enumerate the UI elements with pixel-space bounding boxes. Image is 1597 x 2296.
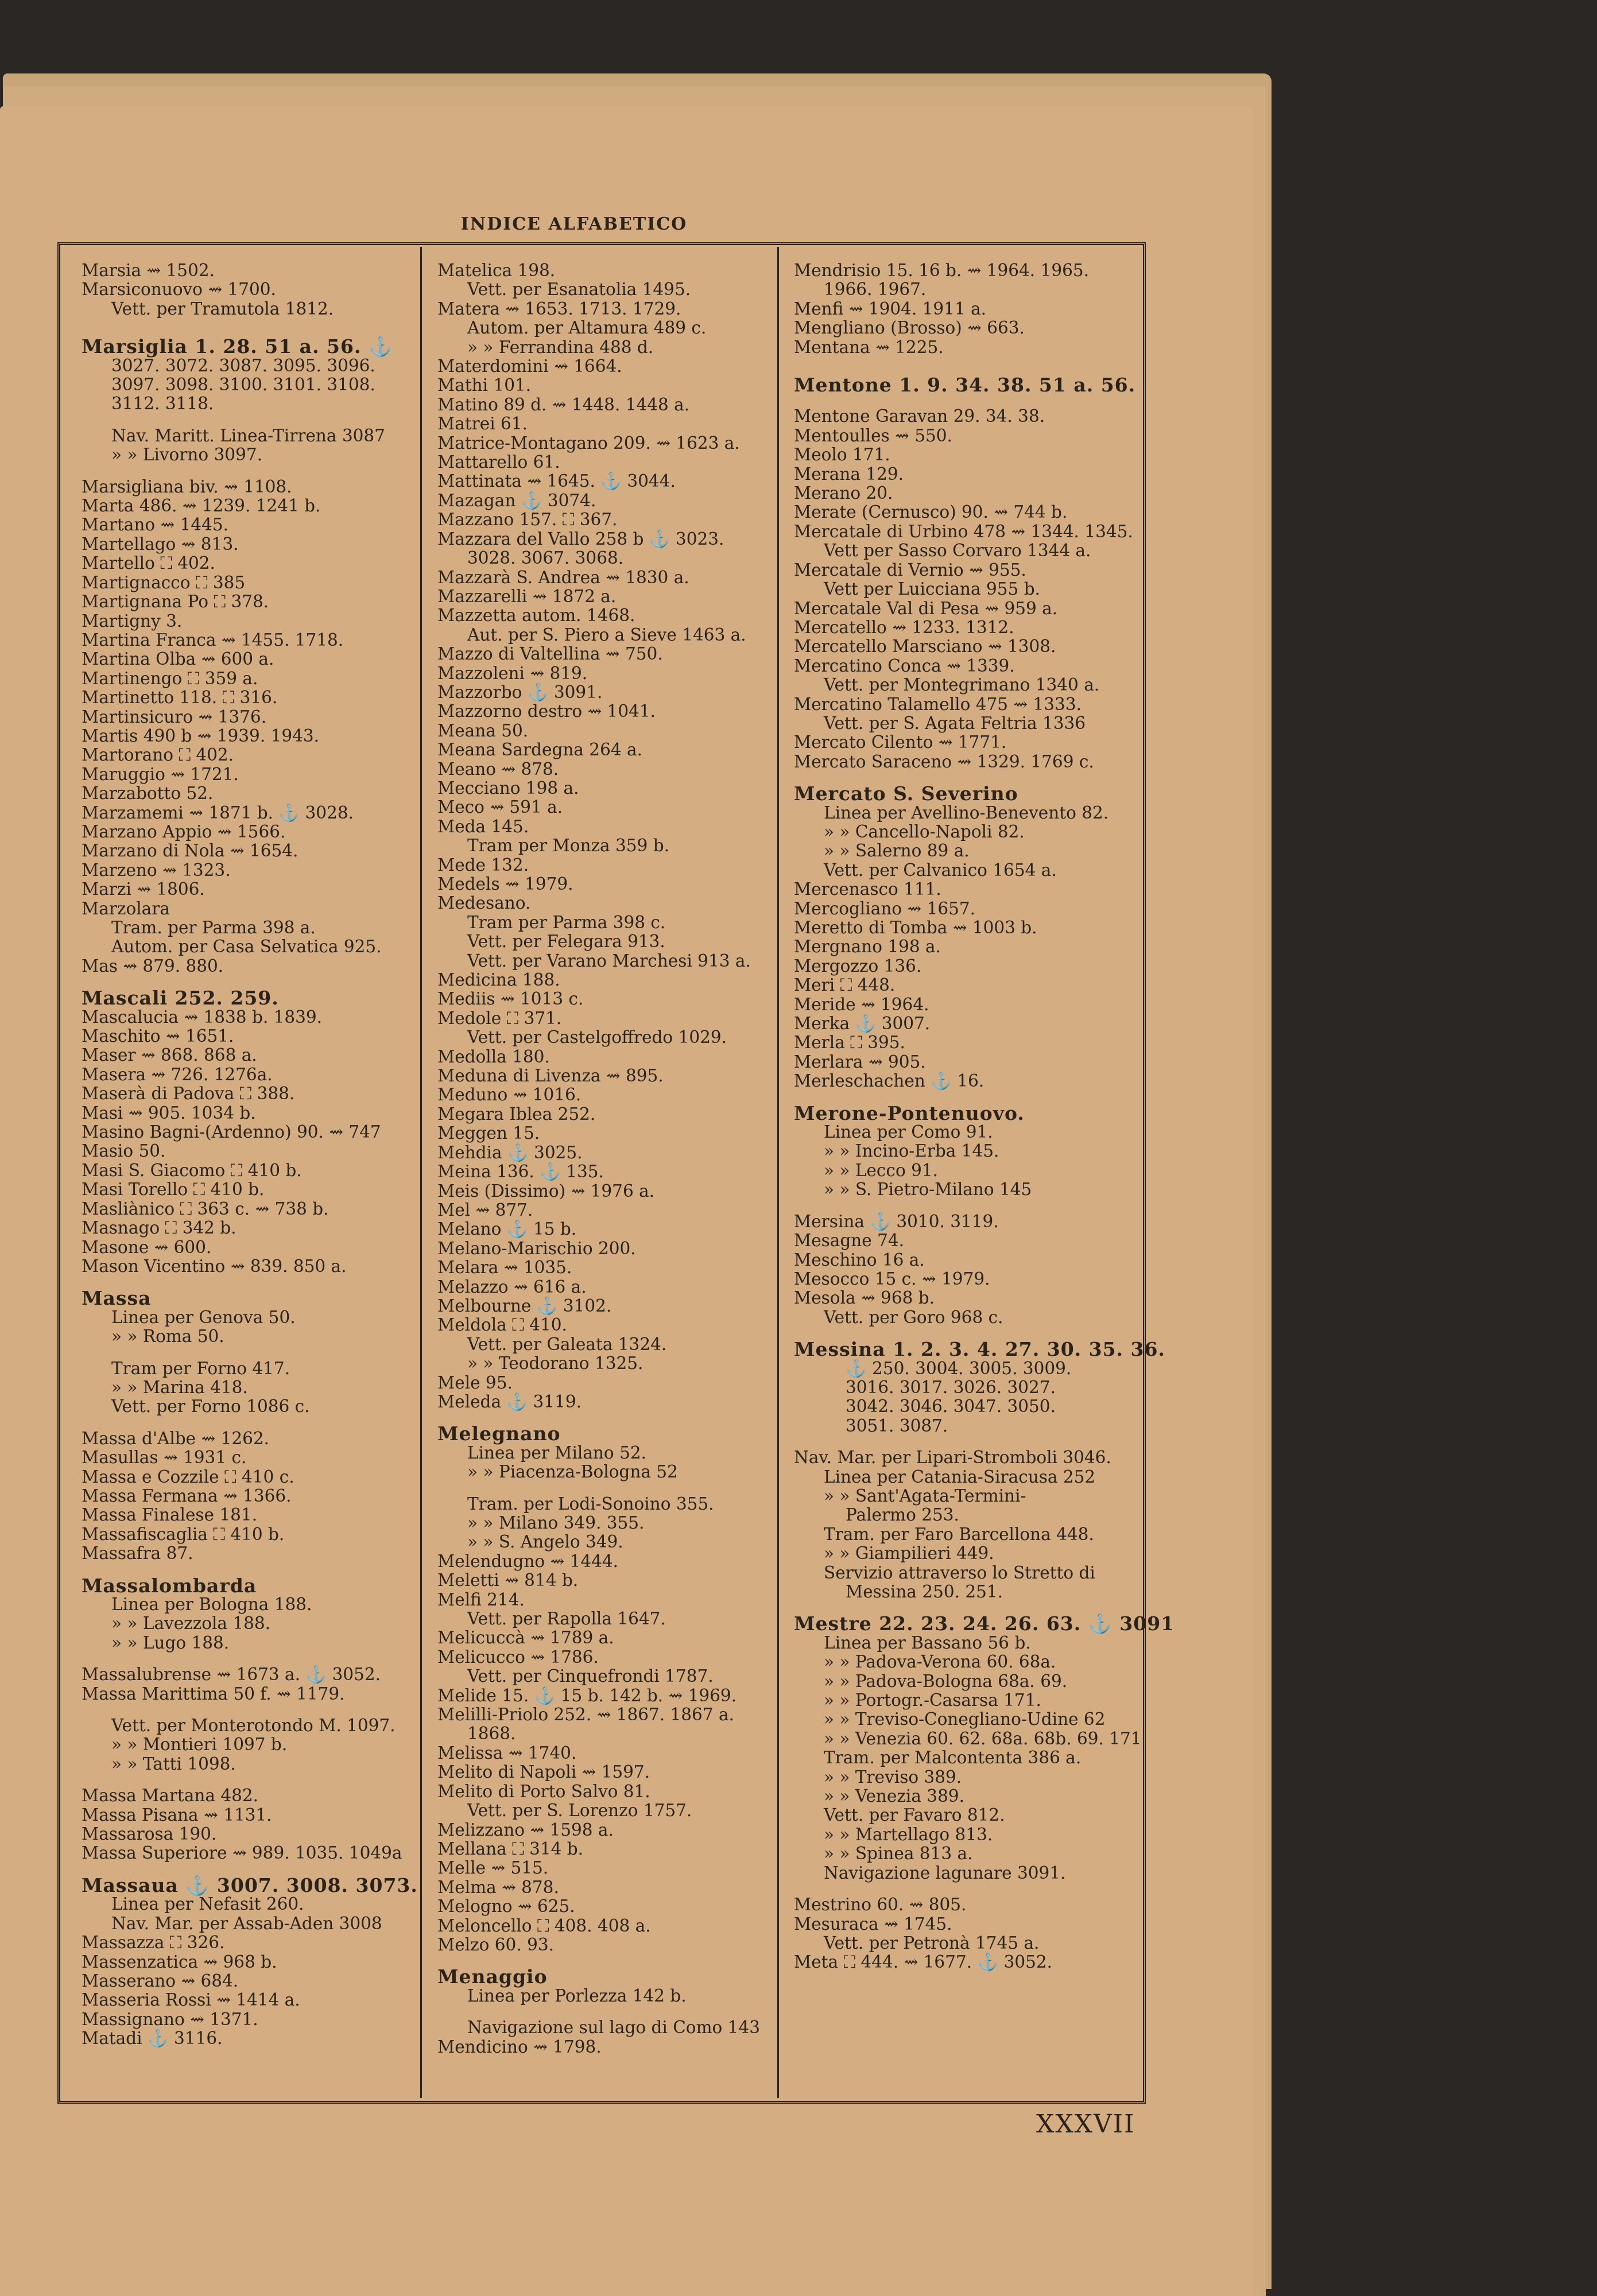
index-entry: Vett. per Cinquefrondi 1787.	[467, 1666, 714, 1686]
entry-spacer	[82, 319, 412, 331]
index-entry: Martinengo ⛶ 359 a.	[82, 668, 258, 688]
index-entry: Matadi ⚓ 3116.	[82, 2029, 223, 2049]
index-heading: Mercato S. Severino	[794, 782, 1018, 805]
index-entry: Martinsicuro ⇝ 1376.	[82, 707, 267, 727]
index-entry: » » Padova-Verona 60. 68a.	[824, 1652, 1056, 1672]
index-entry: Vett. per Forno 1086 c.	[111, 1397, 310, 1417]
page-header: INDICE ALFABETICO	[460, 214, 688, 234]
index-entry: Nav. Maritt. Linea-Tirrena 3087	[111, 425, 385, 445]
index-entry: Marzabotto 52.	[82, 784, 214, 804]
index-entry: Masseria Rossi ⇝ 1414 a.	[82, 1990, 300, 2010]
index-entry: Martina Franca ⇝ 1455. 1718.	[82, 630, 344, 650]
index-entry: Massenzatica ⇝ 968 b.	[82, 1952, 277, 1972]
index-entry: Tram. per Lodi-Sonoino 355.	[467, 1494, 714, 1514]
index-entry: Vett. per Calvanico 1654 a.	[824, 860, 1057, 880]
index-entry: » » Portogr.-Casarsa 171.	[824, 1690, 1041, 1711]
index-entry: Melano ⚓ 15 b.	[437, 1219, 577, 1239]
entry-spacer	[82, 465, 412, 478]
index-entry: Meschino 16 a.	[794, 1250, 925, 1270]
index-entry: Merleschachen ⚓ 16.	[794, 1071, 984, 1091]
index-entry: Meleda ⚓ 3119.	[437, 1391, 582, 1411]
index-entry: Martigny 3.	[82, 611, 183, 631]
index-heading: Merone-Pontenuovo.	[794, 1102, 1025, 1124]
column-rule	[420, 247, 422, 2098]
index-entry: Mascalucia ⇝ 1838 b. 1839.	[82, 1007, 323, 1027]
index-entry: Massa Martana 482.	[82, 1786, 259, 1806]
index-entry: Martis 490 b ⇝ 1939. 1943.	[82, 726, 320, 746]
index-entry: Mazzoleni ⇝ 819.	[437, 663, 588, 683]
index-entry: Massa d'Albe ⇝ 1262.	[82, 1428, 270, 1448]
index-entry: Melano-Marischio 200.	[437, 1238, 636, 1258]
index-entry: » » Montieri 1097 b.	[111, 1735, 288, 1755]
index-entry: Mercenasco 111.	[794, 879, 941, 899]
index-entry: 3028. 3067. 3068.	[467, 548, 624, 568]
index-entry: Meis (Dissimo) ⇝ 1976 a.	[437, 1181, 655, 1201]
index-entry: Melendugno ⇝ 1444.	[437, 1551, 619, 1571]
index-entry: Melzo 60. 93.	[437, 1934, 554, 1954]
index-entry: Maserà di Padova ⛶ 388.	[82, 1084, 295, 1104]
index-entry: Merla ⛶ 395.	[794, 1033, 905, 1053]
index-entry: Martano ⇝ 1445.	[82, 515, 229, 535]
index-entry: » » Salerno 89 a.	[824, 841, 970, 861]
index-entry: Vett per Luicciana 955 b.	[824, 579, 1040, 599]
index-entry: Megara Iblea 252.	[437, 1104, 596, 1124]
index-entry: Masio 50.	[82, 1141, 166, 1161]
index-entry: Autom. per Casa Selvatica 925.	[111, 937, 382, 957]
index-entry: Meride ⇝ 1964.	[794, 994, 929, 1014]
entry-spacer	[794, 357, 1127, 370]
index-entry: Meduna di Livenza ⇝ 895.	[437, 1066, 664, 1086]
index-entry: Massazza ⛶ 326.	[82, 1933, 225, 1953]
column-rule	[777, 247, 779, 2098]
index-entry: Maschito ⇝ 1651.	[82, 1026, 234, 1046]
index-entry: Vett. per S. Agata Feltria 1336	[824, 713, 1086, 733]
index-entry: Mediis ⇝ 1013 c.	[437, 989, 584, 1009]
index-entry: Vett. per Galeata 1324.	[467, 1334, 667, 1354]
index-entry: Medicina 188.	[437, 970, 560, 990]
index-entry: Vett. per Esanatolia 1495.	[467, 280, 691, 300]
index-entry: Navigazione lagunare 3091.	[824, 1863, 1066, 1883]
index-entry: Masi Torello ⛶ 410 b.	[82, 1180, 265, 1200]
index-entry: ⚓ 250. 3004. 3005. 3009.	[846, 1358, 1072, 1378]
index-entry: Merano 20.	[794, 483, 893, 503]
index-entry: Melbourne ⚓ 3102.	[437, 1296, 612, 1316]
index-entry: Meletti ⇝ 814 b.	[437, 1570, 579, 1591]
index-entry: Massa e Cozzile ⛶ 410 c.	[82, 1467, 294, 1487]
index-entry: Linea per Milano 52.	[467, 1442, 646, 1463]
index-entry: Nav. Mar. per Assab-Aden 3008	[111, 1913, 382, 1933]
index-entry: Masserano ⇝ 684.	[82, 1971, 239, 1991]
index-entry: Mas ⇝ 879. 880.	[82, 956, 224, 976]
index-entry: Mercato Saraceno ⇝ 1329. 1769 c.	[794, 751, 1094, 771]
index-column-2	[437, 261, 765, 2069]
index-column-1	[82, 261, 418, 2069]
index-heading: Mestre 22. 23. 24. 26. 63. ⚓ 3091	[794, 1612, 1175, 1635]
index-entry: Vett. per Montegrimano 1340 a.	[824, 675, 1100, 695]
index-entry: Mele 95.	[437, 1372, 513, 1393]
index-entry: Medolla 180.	[437, 1046, 550, 1066]
index-entry: Linea per Porlezza 142 b.	[467, 1985, 687, 2006]
index-entry: Matino 89 d. ⇝ 1448. 1448 a.	[437, 394, 690, 414]
index-entry: Melma ⇝ 878.	[437, 1877, 559, 1897]
index-entry: Mesola ⇝ 968 b.	[794, 1288, 935, 1308]
index-entry: Mazzarelli ⇝ 1872 a.	[437, 586, 617, 606]
index-entry: Martinetto 118. ⛶ 316.	[82, 688, 278, 708]
entry-spacer	[82, 414, 412, 426]
index-entry: Linea per Bologna 188.	[111, 1595, 312, 1614]
index-entry: Masliànico ⛶ 363 c. ⇝ 738 b.	[82, 1199, 329, 1219]
index-heading: Mascali 252. 259.	[82, 987, 279, 1010]
index-entry: Materdomini ⇝ 1664.	[437, 356, 622, 377]
index-entry: Linea per Genova 50.	[111, 1307, 296, 1327]
index-entry: Marzolara	[82, 898, 170, 918]
index-entry: » » Roma 50.	[111, 1327, 224, 1347]
index-entry: Marzano Appio ⇝ 1566.	[82, 821, 286, 841]
index-heading: Mentone 1. 9. 34. 38. 51 a. 56.	[794, 374, 1136, 397]
index-entry: Navigazione sul lago di Como 143	[467, 2018, 760, 2038]
index-entry: Menfi ⇝ 1904. 1911 a.	[794, 298, 987, 319]
index-entry: Linea per Avellino-Benevento 82.	[824, 802, 1109, 823]
index-entry: Marsia ⇝ 1502.	[82, 261, 215, 280]
index-entry: » » Incino-Erba 145.	[824, 1141, 999, 1161]
index-entry: Masino Bagni-(Ardenno) 90. ⇝ 747	[82, 1122, 381, 1142]
index-entry: Mentone Garavan 29. 34. 38.	[794, 406, 1045, 426]
index-heading: Messina 1. 2. 3. 4. 27. 30. 35. 36.	[794, 1338, 1165, 1361]
index-entry: Matelica 198.	[437, 261, 556, 280]
index-entry: Melfi 214.	[437, 1589, 525, 1609]
index-entry: » » Marina 418.	[111, 1377, 248, 1397]
index-entry: Melazzo ⇝ 616 a.	[437, 1277, 587, 1297]
index-entry: 3051. 3087.	[846, 1415, 948, 1436]
index-entry: Marzeno ⇝ 1323.	[82, 860, 231, 880]
index-entry: Mehdia ⚓ 3025.	[437, 1142, 583, 1162]
index-entry: 3097. 3098. 3100. 3101. 3108.	[111, 375, 375, 395]
index-entry: » » Sant'Agata-Termini-	[824, 1486, 1026, 1506]
index-entry: Tram. per Parma 398 a.	[111, 918, 316, 937]
index-entry: Merana 129.	[794, 464, 904, 484]
index-entry: Tram per Parma 398 c.	[467, 912, 666, 932]
index-entry: » » Padova-Bologna 68a. 69.	[824, 1671, 1068, 1691]
index-entry: Masi S. Giacomo ⛶ 410 b.	[82, 1160, 302, 1180]
index-entry: Medole ⛶ 371.	[437, 1008, 562, 1028]
index-entry: Masera ⇝ 726. 1276a.	[82, 1064, 273, 1084]
index-entry: » » Venezia 389.	[824, 1786, 964, 1806]
index-entry: Meana Sardegna 264 a.	[437, 740, 642, 760]
index-entry: Vett per Sasso Corvaro 1344 a.	[824, 541, 1091, 561]
index-entry: Tram per Forno 417.	[111, 1358, 290, 1378]
index-entry: Mergnano 198 a.	[794, 937, 941, 957]
index-entry: Martello ⛶ 402.	[82, 553, 215, 573]
index-entry: Massa Finalese 181.	[82, 1505, 258, 1525]
index-entry: Merka ⚓ 3007.	[794, 1014, 931, 1034]
index-entry: Mazagan ⚓ 3074.	[437, 490, 596, 510]
index-entry: Vett. per S. Lorenzo 1757.	[467, 1801, 692, 1821]
index-entry: 3112. 3118.	[111, 394, 214, 414]
index-entry: Meano ⇝ 878.	[437, 759, 559, 779]
index-entry: Melle ⇝ 515.	[437, 1858, 549, 1878]
index-entry: Meana 50.	[437, 720, 529, 740]
index-entry: Linea per Nefasit 260.	[111, 1894, 304, 1914]
entry-spacer	[794, 1200, 1127, 1212]
index-entry: Meduno ⇝ 1016.	[437, 1085, 582, 1105]
index-entry: » » Piacenza-Bologna 52	[467, 1462, 678, 1482]
entry-spacer	[82, 1774, 412, 1786]
index-entry: Melizzano ⇝ 1598 a.	[437, 1820, 614, 1840]
index-entry: Mergozzo 136.	[794, 956, 922, 976]
index-entry: Nav. Mar. per Lipari-Stromboli 3046.	[794, 1448, 1111, 1468]
index-entry: Melilli-Priolo 252. ⇝ 1867. 1867 a.	[437, 1705, 734, 1725]
index-entry: Mercatale di Urbino 478 ⇝ 1344. 1345.	[794, 521, 1133, 541]
index-entry: Marzi ⇝ 1806.	[82, 879, 205, 899]
index-entry: Melicuccà ⇝ 1789 a.	[437, 1628, 614, 1648]
index-heading: Menaggio	[437, 1965, 548, 1988]
index-entry: Mellana ⛶ 314 b.	[437, 1839, 584, 1859]
index-entry: 3042. 3046. 3047. 3050.	[846, 1397, 1056, 1417]
index-entry: Mazzetta autom. 1468.	[437, 606, 635, 626]
page-number: XXXVII	[1036, 2109, 1135, 2139]
entry-spacer	[82, 1704, 412, 1716]
index-entry: Mesocco 15 c. ⇝ 1979.	[794, 1269, 990, 1289]
index-entry: Vett. per Felegara 913.	[467, 932, 665, 952]
index-entry: Autom. per Altamura 489 c.	[467, 318, 707, 338]
index-entry: » » Ferrandina 488 d.	[467, 337, 654, 357]
index-entry: Masi ⇝ 905. 1034 b.	[82, 1103, 256, 1123]
index-entry: Massa Fermana ⇝ 1366.	[82, 1486, 292, 1506]
index-entry: Melito di Porto Salvo 81.	[437, 1781, 650, 1801]
index-entry: Mazzorbo ⚓ 3091.	[437, 682, 603, 702]
index-entry: » » Livorno 3097.	[111, 445, 262, 465]
index-entry: Mendicino ⇝ 1798.	[437, 2037, 602, 2057]
index-entry: » » Lugo 188.	[111, 1632, 230, 1653]
entry-spacer	[794, 1883, 1127, 1895]
index-entry: Massa Pisana ⇝ 1131.	[82, 1805, 272, 1825]
index-entry: Melogno ⇝ 625.	[437, 1896, 575, 1917]
index-entry: Masullas ⇝ 1931 c.	[82, 1448, 247, 1468]
index-entry: Meco ⇝ 591 a.	[437, 797, 563, 817]
index-entry: Mestrino 60. ⇝ 805.	[794, 1895, 967, 1915]
index-entry: Martorano ⛶ 402.	[82, 745, 234, 765]
index-entry: Mathi 101.	[437, 375, 532, 395]
index-entry: Tram. per Faro Barcellona 448.	[824, 1524, 1094, 1544]
index-entry: Meggen 15.	[437, 1123, 540, 1143]
index-entry: » » Giampilieri 449.	[824, 1543, 994, 1564]
index-entry: Mengliano (Brosso) ⇝ 663.	[794, 318, 1025, 338]
index-entry: » » Martellago 813.	[824, 1824, 993, 1844]
entry-spacer	[82, 1417, 412, 1429]
index-entry: » » S. Pietro-Milano 145	[824, 1180, 1032, 1200]
index-entry: Mentoulles ⇝ 550.	[794, 425, 952, 445]
index-entry: Aut. per S. Piero a Sieve 1463 a.	[467, 625, 746, 645]
index-entry: Melide 15. ⚓ 15 b. 142 b. ⇝ 1969.	[437, 1685, 737, 1705]
index-entry: 1868.	[467, 1724, 516, 1744]
index-entry: Melissa ⇝ 1740.	[437, 1743, 577, 1763]
index-entry: Mercatino Talamello 475 ⇝ 1333.	[794, 694, 1082, 714]
index-entry: Mercatello ⇝ 1233. 1312.	[794, 617, 1014, 637]
index-heading: Melegnano	[437, 1422, 561, 1445]
index-entry: Linea per Como 91.	[824, 1122, 993, 1142]
index-entry: Vett. per Favaro 812.	[824, 1805, 1005, 1825]
index-entry: Palermo 253.	[846, 1505, 959, 1525]
index-entry: Melicucco ⇝ 1786.	[437, 1647, 599, 1667]
index-entry: » » Tatti 1098.	[111, 1754, 236, 1774]
index-entry: Mazzo di Valtellina ⇝ 750.	[437, 644, 663, 664]
entry-spacer	[794, 1436, 1127, 1448]
index-entry: Marsigliana biv. ⇝ 1108.	[82, 476, 292, 497]
index-entry: Mercogliano ⇝ 1657.	[794, 898, 976, 918]
index-entry: Matera ⇝ 1653. 1713. 1729.	[437, 298, 681, 319]
index-entry: Merlara ⇝ 905.	[794, 1052, 926, 1072]
index-entry: Mazzano 157. ⛶ 367.	[437, 510, 618, 530]
index-entry: Martignacco ⛶ 385	[82, 572, 246, 592]
index-heading: Marsiglia 1. 28. 51 a. 56. ⚓	[82, 335, 393, 358]
index-entry: Vett. per Tramutola 1812.	[111, 298, 334, 319]
index-entry: Meina 136. ⚓ 135.	[437, 1162, 604, 1182]
index-entry: Marzano di Nola ⇝ 1654.	[82, 841, 299, 861]
entry-spacer	[437, 1482, 765, 1495]
index-entry: Marta 486. ⇝ 1239. 1241 b.	[82, 496, 321, 516]
index-entry: Massarosa 190.	[82, 1824, 217, 1844]
entry-spacer	[794, 394, 1127, 407]
index-entry: Martignana Po ⛶ 378.	[82, 592, 269, 612]
index-entry: Mercatello Marsciano ⇝ 1308.	[794, 637, 1056, 657]
index-entry: Mentana ⇝ 1225.	[794, 337, 944, 357]
index-entry: Mazzara del Vallo 258 b ⚓ 3023.	[437, 529, 724, 549]
index-entry: Meri ⛶ 448.	[794, 975, 896, 995]
index-entry: Mecciano 198 a.	[437, 778, 579, 798]
index-entry: Massa Marittima 50 f. ⇝ 1179.	[82, 1684, 345, 1704]
index-entry: Vett. per Varano Marchesi 913 a.	[467, 951, 751, 971]
index-entry: Mede 132.	[437, 855, 529, 875]
index-entry: Mercatino Conca ⇝ 1339.	[794, 656, 1015, 676]
index-entry: Matrei 61.	[437, 414, 528, 434]
index-heading: Massalombarda	[82, 1574, 257, 1597]
index-entry: Tram. per Malcontenta 386 a.	[824, 1748, 1082, 1768]
index-entry: Matrice-Montagano 209. ⇝ 1623 a.	[437, 433, 740, 453]
index-entry: Meolo 171.	[794, 445, 890, 465]
entry-spacer	[437, 2006, 765, 2018]
index-entry: Meda 145.	[437, 816, 529, 836]
index-entry: » » Treviso 389.	[824, 1767, 962, 1787]
index-entry: Meretto di Tomba ⇝ 1003 b.	[794, 918, 1037, 937]
index-entry: » » Spinea 813 a.	[824, 1844, 973, 1864]
index-entry: Tram per Monza 359 b.	[467, 836, 669, 856]
index-entry: » » Treviso-Conegliano-Udine 62	[824, 1709, 1106, 1729]
index-entry: Massalubrense ⇝ 1673 a. ⚓ 3052.	[82, 1665, 381, 1685]
index-entry: Masnago ⛶ 342 b.	[82, 1218, 237, 1238]
index-entry: » » Venezia 60. 62. 68a. 68b. 69. 171	[824, 1728, 1142, 1748]
index-entry: Massignano ⇝ 1371.	[82, 2009, 258, 2029]
index-entry: » » Lavezzola 188.	[111, 1614, 271, 1634]
index-entry: Mazzorno destro ⇝ 1041.	[437, 701, 656, 722]
index-entry: » » Lecco 91.	[824, 1160, 938, 1180]
index-column-3	[794, 261, 1175, 2069]
index-entry: Medels ⇝ 1979.	[437, 874, 573, 894]
index-entry: Maser ⇝ 868. 868 a.	[82, 1045, 257, 1065]
index-entry: Vett. per Petronà 1745 a.	[824, 1933, 1040, 1953]
index-entry: Mendrisio 15. 16 b. ⇝ 1964. 1965.	[794, 261, 1090, 280]
index-entry: Massafra 87.	[82, 1543, 193, 1564]
index-entry: Mercato Cilento ⇝ 1771.	[794, 732, 1007, 753]
index-entry: Mattinata ⇝ 1645. ⚓ 3044.	[437, 471, 676, 491]
index-entry: Melara ⇝ 1035.	[437, 1258, 572, 1278]
index-entry: » » Cancello-Napoli 82.	[824, 821, 1025, 841]
index-entry: Merate (Cernusco) 90. ⇝ 744 b.	[794, 502, 1068, 522]
index-entry: » » S. Angelo 349.	[467, 1532, 623, 1552]
index-entry: Mesagne 74.	[794, 1231, 905, 1251]
index-entry: Mersina ⚓ 3010. 3119.	[794, 1211, 999, 1231]
index-entry: Vett. per Monterotondo M. 1097.	[111, 1716, 396, 1736]
index-entry: 3027. 3072. 3087. 3095. 3096.	[111, 355, 375, 375]
index-entry: Medesano.	[437, 893, 531, 913]
index-entry: Marzamemi ⇝ 1871 b. ⚓ 3028.	[82, 802, 354, 823]
index-entry: Vett. per Goro 968 c.	[824, 1307, 1003, 1327]
index-entry: Vett. per Rapolla 1647.	[467, 1609, 666, 1629]
index-entry: Servizio attraverso lo Stretto di	[824, 1562, 1095, 1583]
index-entry: Massafiscaglia ⛶ 410 b.	[82, 1524, 285, 1544]
entry-spacer	[82, 1347, 412, 1359]
index-entry: 1966. 1967.	[824, 280, 927, 300]
index-entry: Meloncello ⛶ 408. 408 a.	[437, 1915, 651, 1936]
index-entry: Mercatale di Vernio ⇝ 955.	[794, 560, 1026, 580]
index-entry: Linea per Catania-Siracusa 252	[824, 1467, 1096, 1487]
index-heading: Massaua ⚓ 3007. 3008. 3073.	[82, 1874, 418, 1896]
index-entry: Melito di Napoli ⇝ 1597.	[437, 1762, 650, 1782]
index-entry: Martina Olba ⇝ 600 a.	[82, 649, 274, 669]
index-entry: Mazzarà S. Andrea ⇝ 1830 a.	[437, 567, 689, 587]
index-entry: Mattarello 61.	[437, 452, 560, 472]
index-entry: Mason Vicentino ⇝ 839. 850 a.	[82, 1256, 347, 1276]
index-entry: Mesuraca ⇝ 1745.	[794, 1914, 952, 1934]
index-entry: Maruggio ⇝ 1721.	[82, 764, 239, 784]
index-heading: Massa	[82, 1287, 152, 1310]
index-entry: Messina 250. 251.	[846, 1582, 1003, 1601]
index-entry: Mercatale Val di Pesa ⇝ 959 a.	[794, 598, 1058, 618]
index-entry: 3016. 3017. 3026. 3027.	[846, 1377, 1056, 1397]
index-entry: Martellago ⇝ 813.	[82, 534, 239, 554]
index-entry: Meta ⛶ 444. ⇝ 1677. ⚓ 3052.	[794, 1952, 1053, 1972]
index-entry: Linea per Bassano 56 b.	[824, 1632, 1031, 1653]
index-entry: Massa Superiore ⇝ 989. 1035. 1049a	[82, 1843, 402, 1863]
index-entry: Vett. per Castelgoffredo 1029.	[467, 1027, 727, 1048]
index-entry: Mel ⇝ 877.	[437, 1200, 533, 1220]
index-entry: » » Teodorano 1325.	[467, 1353, 644, 1374]
entry-spacer	[82, 1653, 412, 1665]
index-entry: Meldola ⛶ 410.	[437, 1315, 567, 1335]
index-entry: Masone ⇝ 600.	[82, 1237, 212, 1257]
index-entry: Marsiconuovo ⇝ 1700.	[82, 280, 276, 300]
index-entry: » » Milano 349. 355.	[467, 1513, 645, 1533]
